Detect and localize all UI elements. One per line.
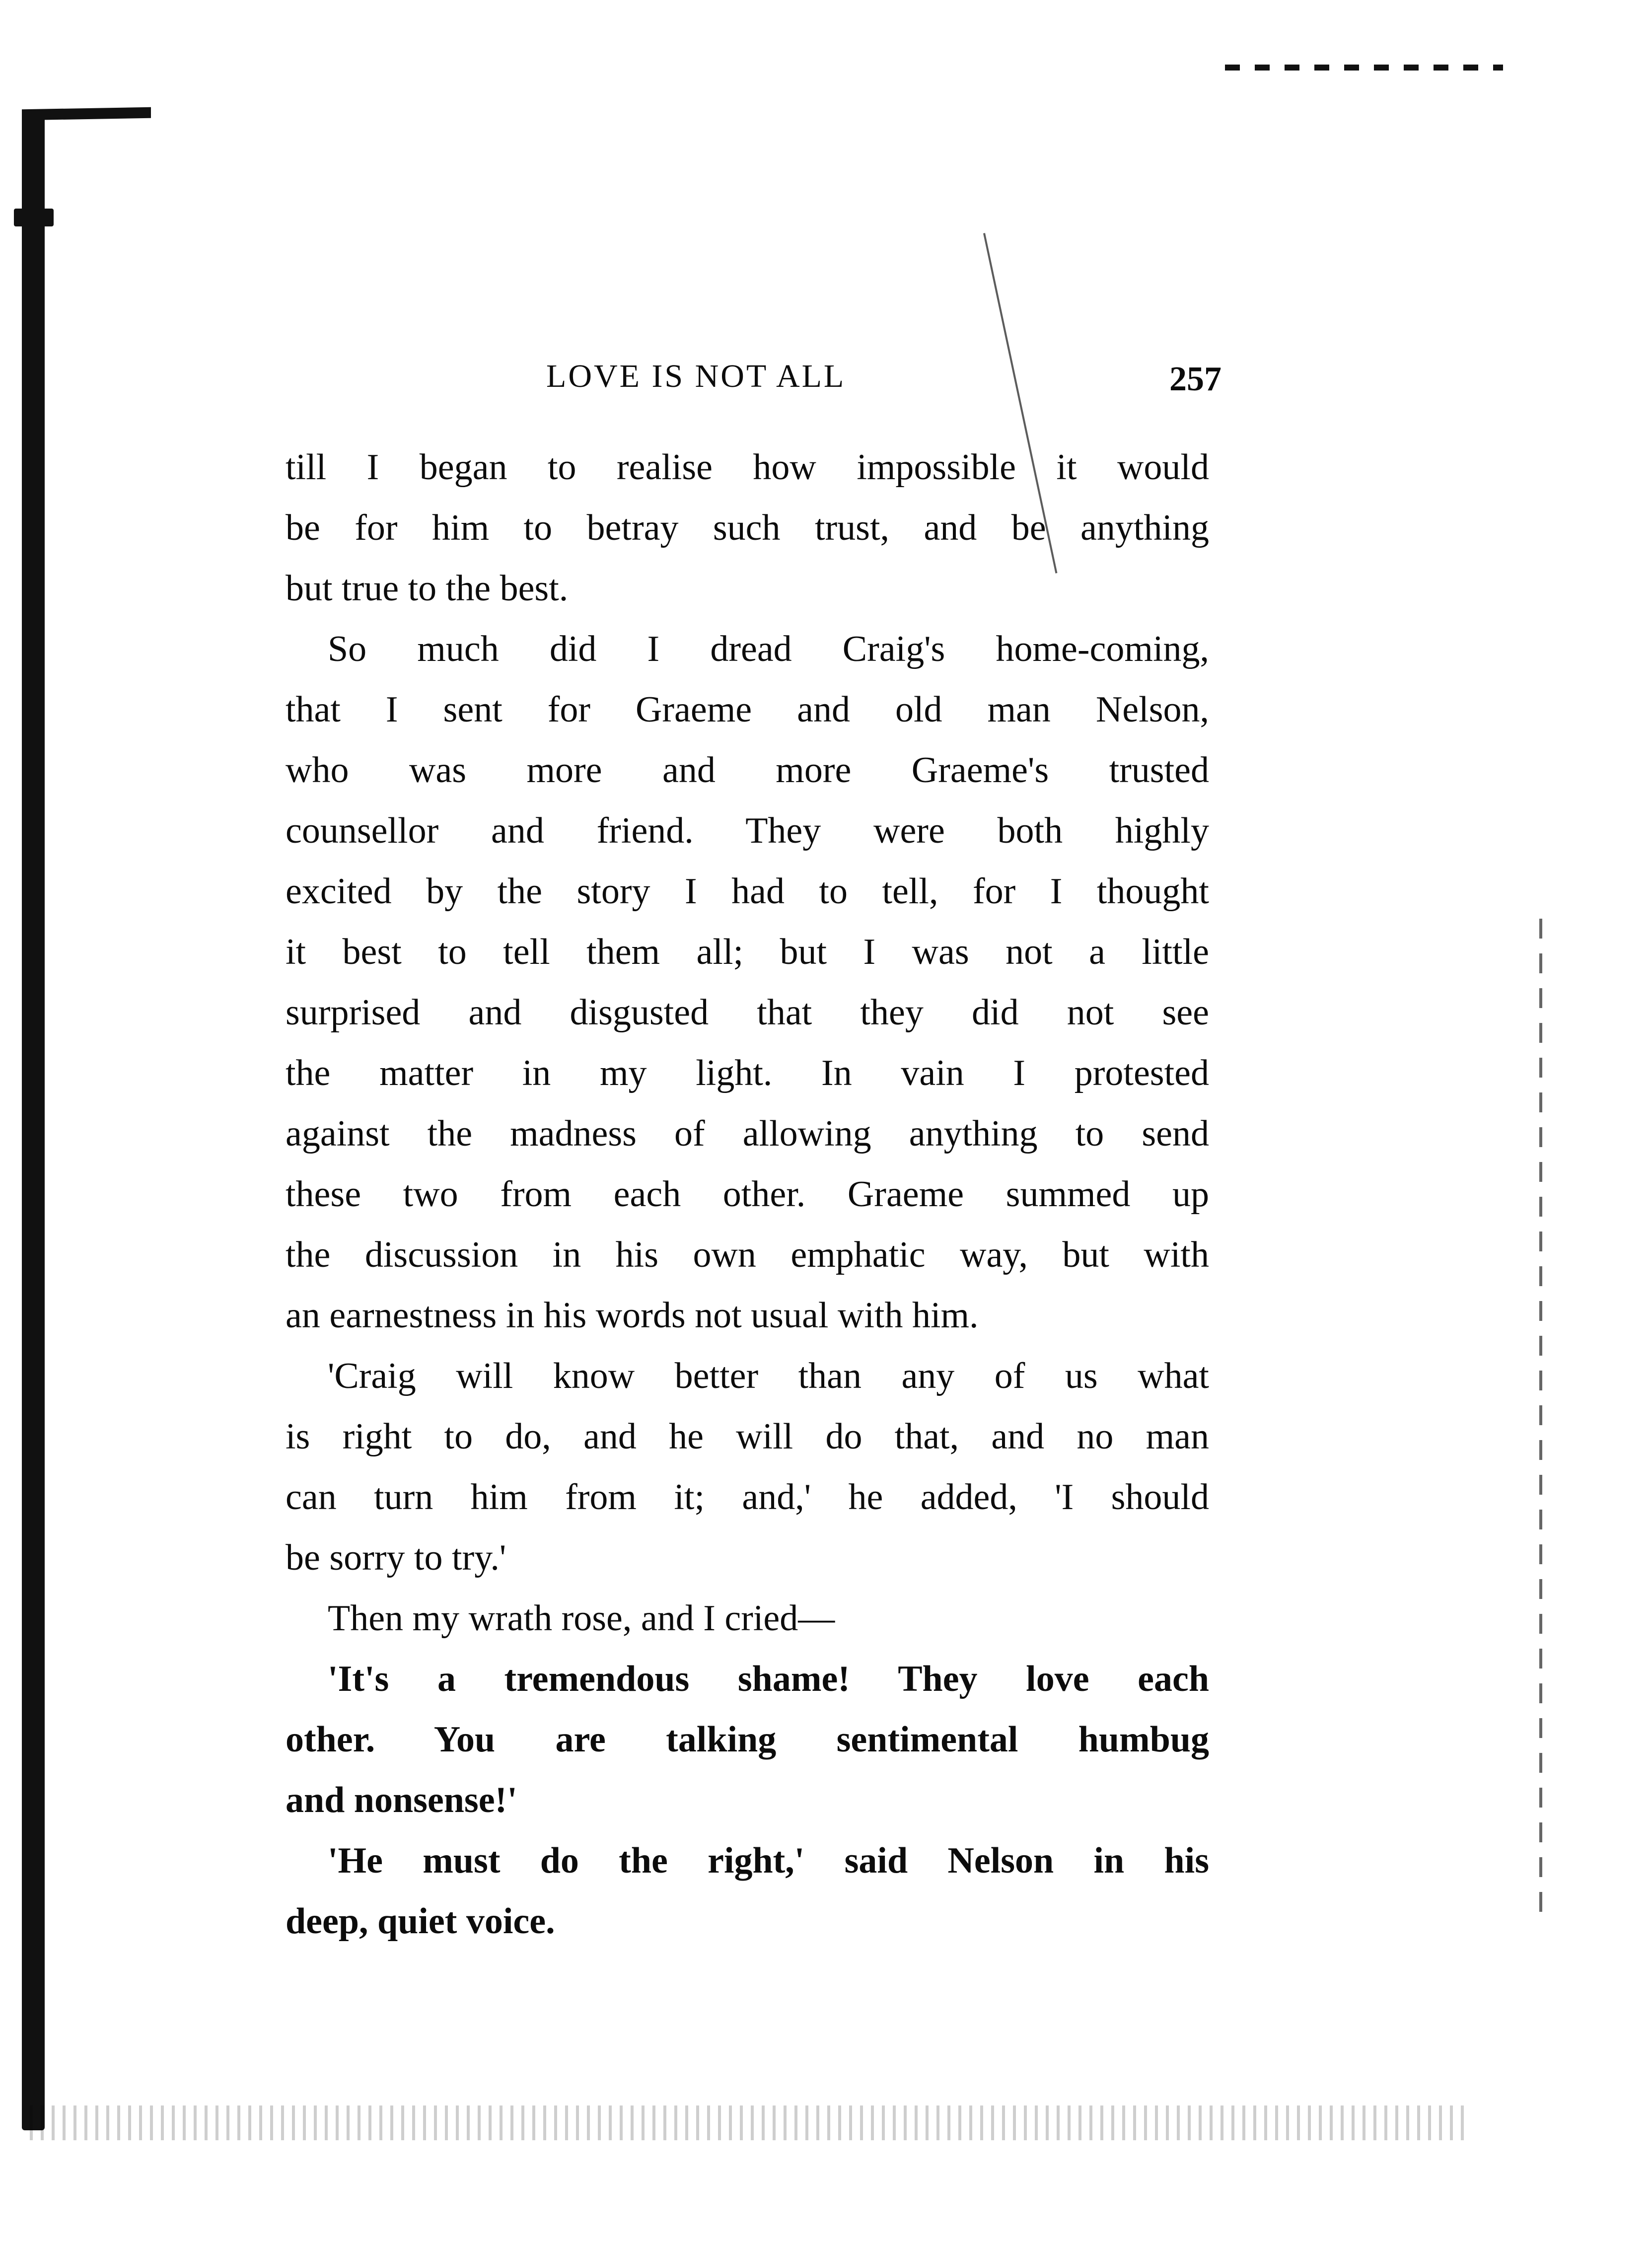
text-line: that I sent for Graeme and old man Nelson, [286,689,1209,730]
text-line: excited by the story I had to tell, for I thought [286,871,1209,912]
text-line: these two from each other. Graeme summed up [286,1174,1209,1215]
text-line: Then my wrath rose, and I cried— [328,1598,835,1639]
running-head: LOVE IS NOT ALL [546,358,846,394]
text-line: and nonsense!' [286,1780,517,1820]
bottom-edge-smudge [30,2105,1470,2140]
text-line: an earnestness in his words not usual with him. [286,1295,979,1336]
text-line: against the madness of allowing anything to send [286,1113,1209,1154]
text-line: counsellor and friend. They were both highly [286,810,1209,851]
body-text [286,437,1209,1952]
binding-bar [22,114,45,2130]
page-header [546,358,1221,402]
text-line: be sorry to try.' [286,1537,506,1578]
text-line: the discussion in his own emphatic way, but with [286,1234,1209,1275]
text-line: 'It's a tremendous shame! They love each [328,1659,1209,1699]
text-line: deep, quiet voice. [286,1901,555,1942]
right-edge-marks [1539,919,1542,1912]
text-line: 'Craig will know better than any of us what [328,1356,1209,1396]
binding-notch [14,209,54,226]
top-edge-marks [1225,65,1503,71]
text-line: be for him to betray such trust, and be anything [286,508,1209,548]
text-line: is right to do, and he will do that, and no man [286,1416,1209,1457]
text-line: who was more and more Graeme's trusted [286,750,1209,791]
text-line: other. You are talking sentimental humbug [286,1719,1209,1760]
text-line: surprised and disgusted that they did not see [286,992,1209,1033]
page-number: 257 [1169,360,1221,398]
text-line: till I began to realise how impossible it would [286,447,1209,488]
text-line: but true to the best. [286,568,569,609]
text-line: the matter in my light. In vain I protested [286,1053,1209,1093]
text-line: 'He must do the right,' said Nelson in his [328,1840,1209,1881]
text-line: can turn him from it; and,' he added, 'I should [286,1477,1209,1518]
text-line: So much did I dread Craig's home-coming, [328,629,1209,669]
text-line: it best to tell them all; but I was not a little [286,932,1209,972]
